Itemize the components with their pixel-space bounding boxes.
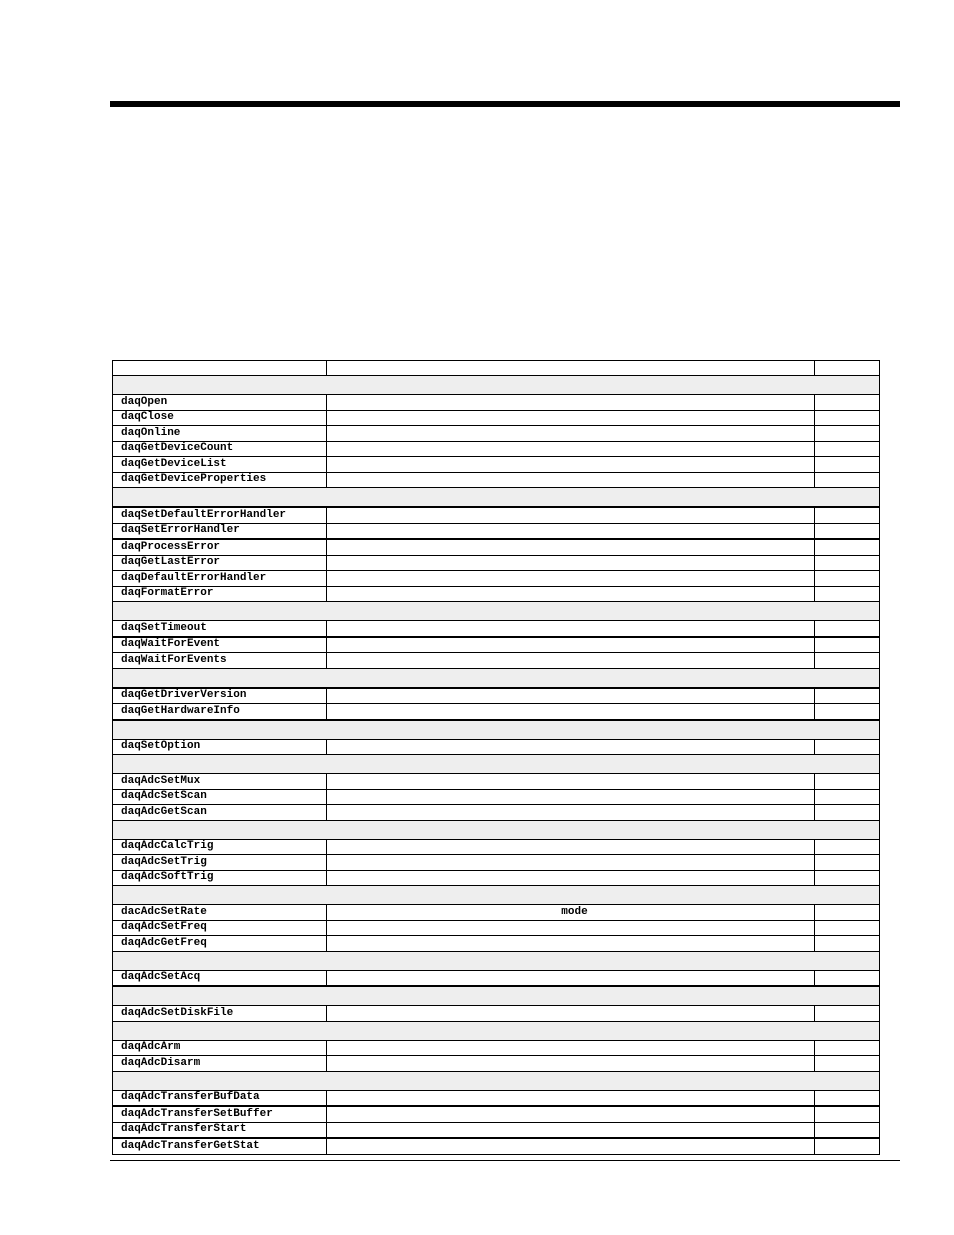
table-row (113, 704, 880, 720)
function-description (327, 555, 815, 571)
function-name: daqAdcSoftTrig (113, 870, 327, 886)
function-description (327, 688, 815, 704)
table-row (113, 472, 880, 488)
function-page (815, 586, 880, 602)
function-page (815, 523, 880, 539)
top-rule (110, 101, 900, 107)
function-page (815, 774, 880, 790)
function-description (327, 637, 815, 653)
function-name: daqFormatError (113, 586, 327, 602)
function-name: daqAdcGetFreq (113, 936, 327, 952)
function-description (327, 704, 815, 720)
function-description (327, 1090, 815, 1106)
function-page (815, 1040, 880, 1056)
function-page (815, 870, 880, 886)
function-description (327, 839, 815, 855)
section-label (113, 720, 880, 740)
section-label (113, 1021, 880, 1040)
function-description (327, 441, 815, 457)
function-page (815, 1056, 880, 1072)
function-page (815, 1122, 880, 1138)
section-label (113, 602, 880, 621)
function-page (815, 970, 880, 986)
function-name: daqGetDeviceProperties (113, 472, 327, 488)
table-row (113, 555, 880, 571)
function-page (815, 1106, 880, 1122)
function-description (327, 621, 815, 637)
table-row (113, 905, 880, 921)
function-description (327, 920, 815, 936)
table-row (113, 970, 880, 986)
function-description (327, 855, 815, 871)
function-description (327, 789, 815, 805)
function-name: dacAdcSetRate (113, 905, 327, 921)
function-description (327, 457, 815, 473)
function-description (327, 1006, 815, 1022)
table-row (113, 774, 880, 790)
function-description (327, 970, 815, 986)
function-page (815, 637, 880, 653)
table-row (113, 1040, 880, 1056)
function-description (327, 507, 815, 523)
function-description (327, 571, 815, 587)
function-name: daqAdcSetDiskFile (113, 1006, 327, 1022)
function-description (327, 870, 815, 886)
function-name: daqAdcSetFreq (113, 920, 327, 936)
function-name: daqAdcArm (113, 1040, 327, 1056)
function-name: daqAdcDisarm (113, 1056, 327, 1072)
table-row (113, 410, 880, 426)
function-description (327, 739, 815, 755)
table-row (113, 523, 880, 539)
table-section-row (113, 951, 880, 970)
function-page (815, 441, 880, 457)
function-description (327, 539, 815, 555)
function-page (815, 653, 880, 669)
function-name: daqSetErrorHandler (113, 523, 327, 539)
section-label (113, 886, 880, 905)
section-label (113, 376, 880, 395)
function-name: daqWaitForEvent (113, 637, 327, 653)
function-name: daqAdcSetMux (113, 774, 327, 790)
table-row (113, 637, 880, 653)
function-page (815, 539, 880, 555)
function-description (327, 410, 815, 426)
table-row (113, 457, 880, 473)
function-name: daqOnline (113, 426, 327, 442)
table-section-row (113, 1021, 880, 1040)
table-section-row (113, 886, 880, 905)
table-row (113, 789, 880, 805)
function-page (815, 739, 880, 755)
table-row (113, 653, 880, 669)
function-description (327, 653, 815, 669)
function-page (815, 1090, 880, 1106)
function-page (815, 507, 880, 523)
section-label (113, 820, 880, 839)
function-page (815, 839, 880, 855)
function-name: daqProcessError (113, 539, 327, 555)
function-page (815, 855, 880, 871)
function-name: daqSetOption (113, 739, 327, 755)
function-name: daqAdcSetAcq (113, 970, 327, 986)
function-description (327, 1138, 815, 1154)
function-description (327, 1056, 815, 1072)
function-name: daqGetDeviceCount (113, 441, 327, 457)
function-description (327, 936, 815, 952)
table-row (113, 507, 880, 523)
table-section-row (113, 986, 880, 1006)
table-row (113, 805, 880, 821)
function-name: daqAdcTransferGetStat (113, 1138, 327, 1154)
table-row (113, 855, 880, 871)
table-row (113, 870, 880, 886)
function-name: daqAdcTransferSetBuffer (113, 1106, 327, 1122)
function-name: daqAdcCalcTrig (113, 839, 327, 855)
section-label (113, 1071, 880, 1090)
function-name: daqGetDriverVersion (113, 688, 327, 704)
function-name: daqSetDefaultErrorHandler (113, 507, 327, 523)
table-row (113, 936, 880, 952)
function-description (327, 395, 815, 411)
function-description (327, 586, 815, 602)
function-name: daqGetHardwareInfo (113, 704, 327, 720)
section-label (113, 668, 880, 688)
section-label (113, 951, 880, 970)
table-section-row (113, 668, 880, 688)
function-page (815, 1006, 880, 1022)
table-section-row (113, 820, 880, 839)
table-row (113, 571, 880, 587)
function-name: daqAdcTransferBufData (113, 1090, 327, 1106)
function-page (815, 426, 880, 442)
table-section-row (113, 1071, 880, 1090)
table-row (113, 539, 880, 555)
table-row (113, 586, 880, 602)
function-page (815, 905, 880, 921)
table-section-row (113, 602, 880, 621)
function-page (815, 805, 880, 821)
function-name: daqGetDeviceList (113, 457, 327, 473)
function-page (815, 1138, 880, 1154)
table-row (113, 621, 880, 637)
function-description (327, 1106, 815, 1122)
table-row (113, 1090, 880, 1106)
function-name: daqOpen (113, 395, 327, 411)
function-page (815, 936, 880, 952)
table-section-row (113, 720, 880, 740)
header-description (327, 361, 815, 376)
function-page (815, 621, 880, 637)
function-description (327, 426, 815, 442)
function-description (327, 472, 815, 488)
function-name: daqAdcSetScan (113, 789, 327, 805)
function-page (815, 571, 880, 587)
table-row (113, 1106, 880, 1122)
table-row (113, 1006, 880, 1022)
table-row (113, 1056, 880, 1072)
table-section-row (113, 376, 880, 395)
function-page (815, 688, 880, 704)
function-description (327, 1122, 815, 1138)
function-name: daqSetTimeout (113, 621, 327, 637)
function-page (815, 410, 880, 426)
function-description (327, 774, 815, 790)
table-row (113, 1138, 880, 1154)
bottom-rule (110, 1160, 900, 1161)
api-function-table (112, 360, 880, 1155)
function-description (327, 523, 815, 539)
function-description (327, 1040, 815, 1056)
table-row (113, 1122, 880, 1138)
function-name: daqAdcSetTrig (113, 855, 327, 871)
section-label (113, 755, 880, 774)
section-label (113, 488, 880, 508)
function-name: daqClose (113, 410, 327, 426)
table-row (113, 395, 880, 411)
table-row (113, 920, 880, 936)
table-row (113, 688, 880, 704)
function-name: daqGetLastError (113, 555, 327, 571)
function-description (327, 805, 815, 821)
table-row (113, 739, 880, 755)
table-row (113, 426, 880, 442)
function-description: mode (327, 905, 815, 921)
header-function (113, 361, 327, 376)
function-name: daqAdcTransferStart (113, 1122, 327, 1138)
table-section-row (113, 488, 880, 508)
table-row (113, 441, 880, 457)
function-page (815, 789, 880, 805)
section-label (113, 986, 880, 1006)
function-name: daqAdcGetScan (113, 805, 327, 821)
function-page (815, 920, 880, 936)
table-row (113, 839, 880, 855)
function-page (815, 472, 880, 488)
header-page (815, 361, 880, 376)
table-section-row (113, 755, 880, 774)
function-page (815, 704, 880, 720)
table-header-row (113, 361, 880, 376)
function-page (815, 555, 880, 571)
function-name: daqWaitForEvents (113, 653, 327, 669)
function-page (815, 395, 880, 411)
function-page (815, 457, 880, 473)
function-name: daqDefaultErrorHandler (113, 571, 327, 587)
